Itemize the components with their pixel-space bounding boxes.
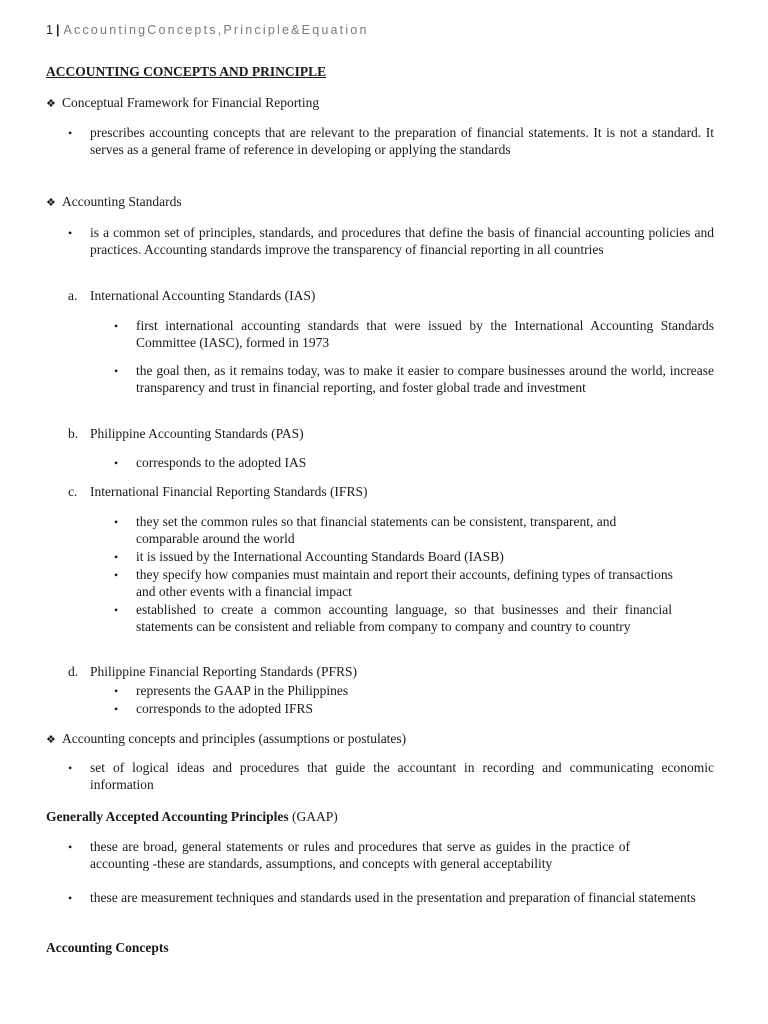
bullet-icon: •: [114, 684, 119, 698]
bullet-icon: •: [68, 126, 73, 140]
diamond-bullet-icon: ❖: [46, 98, 56, 110]
list-label: b.: [68, 426, 79, 441]
subsection-heading-ias: a. International Accounting Standards (IAS): [68, 288, 316, 303]
list-item: • first international accounting standards that were issued by the International Accounting Standards Committee (IASC), formed in 1973: [114, 318, 714, 350]
list-item: • it is issued by the International Accounting Standards Board (IASB): [114, 549, 504, 564]
bullet-icon: •: [68, 226, 73, 240]
list-label: d.: [68, 664, 79, 679]
section-heading-gaap: Generally Accepted Accounting Principles (GAAP): [46, 809, 338, 824]
subsection-heading-pas: b. Philippine Accounting Standards (PAS): [68, 426, 304, 441]
list-item: • corresponds to the adopted IAS: [114, 455, 307, 470]
diamond-bullet-icon: ❖: [46, 197, 56, 209]
list-item: • is a common set of principles, standards, and procedures that define the basis of financial accounting policies and practices. Accounting standards improve the transparency of financial reporting in all countries: [68, 225, 714, 257]
list-item: • these are measurement techniques and standards used in the presentation and preparation of financial statements: [68, 890, 696, 905]
page-number: 1: [46, 23, 53, 37]
list-item: • prescribes accounting concepts that are relevant to the preparation of financial statements. It is not a standard. It serves as a general frame of reference in developing or applying the standards: [68, 125, 714, 157]
bullet-icon: •: [114, 603, 119, 617]
bullet-icon: •: [114, 456, 119, 470]
bullet-icon: •: [114, 364, 119, 378]
running-title: AccountingConcepts,Principle&Equation: [63, 23, 369, 37]
list-item: • established to create a common accounting language, so that businesses and their financial statements can be consistent and reliable from company to company and country to country: [114, 602, 672, 634]
bullet-icon: •: [68, 761, 73, 775]
bullet-icon: •: [68, 840, 73, 854]
list-item: • represents the GAAP in the Philippines: [114, 683, 349, 698]
diamond-bullet-icon: ❖: [46, 734, 56, 746]
list-item: • they set the common rules so that financial statements can be consistent, transparent, and comparable around the world: [114, 514, 617, 546]
header-separator: |: [55, 23, 60, 37]
section-heading-accounting-concepts: Accounting Concepts: [46, 940, 169, 955]
subsection-heading-ifrs: c. International Financial Reporting Standards (IFRS): [68, 484, 368, 499]
document-title: ACCOUNTING CONCEPTS AND PRINCIPLE: [46, 64, 327, 79]
bullet-icon: •: [114, 702, 119, 716]
bullet-icon: •: [114, 568, 119, 582]
bullet-icon: •: [114, 515, 119, 529]
list-item: • the goal then, as it remains today, was to make it easier to compare businesses around the world, increase transparency and trust in financial reporting, and foster global trade and investment: [114, 363, 714, 395]
section-heading-accounting-standards: ❖ Accounting Standards: [46, 194, 182, 209]
subsection-heading-pfrs: d. Philippine Financial Reporting Standards (PFRS): [68, 664, 357, 679]
list-label: a.: [68, 288, 78, 303]
list-label: c.: [68, 484, 78, 499]
section-heading-conceptual-framework: ❖ Conceptual Framework for Financial Reporting: [46, 95, 320, 110]
bullet-icon: •: [114, 319, 119, 333]
list-item: • these are broad, general statements or rules and procedures that serve as guides in the practice of accounting -these are standards, assumptions, and concepts with general acceptability: [68, 839, 630, 871]
list-item: • they specify how companies must maintain and report their accounts, defining types of transactions and other events with a financial impact: [114, 567, 673, 599]
list-item: • set of logical ideas and procedures that guide the accountant in recording and communicating economic information: [68, 760, 714, 792]
running-header: [46, 23, 369, 37]
section-heading-concepts-principles: ❖ Accounting concepts and principles (assumptions or postulates): [46, 731, 407, 746]
bullet-icon: •: [114, 550, 119, 564]
bullet-icon: •: [68, 891, 73, 905]
list-item: • corresponds to the adopted IFRS: [114, 701, 313, 716]
